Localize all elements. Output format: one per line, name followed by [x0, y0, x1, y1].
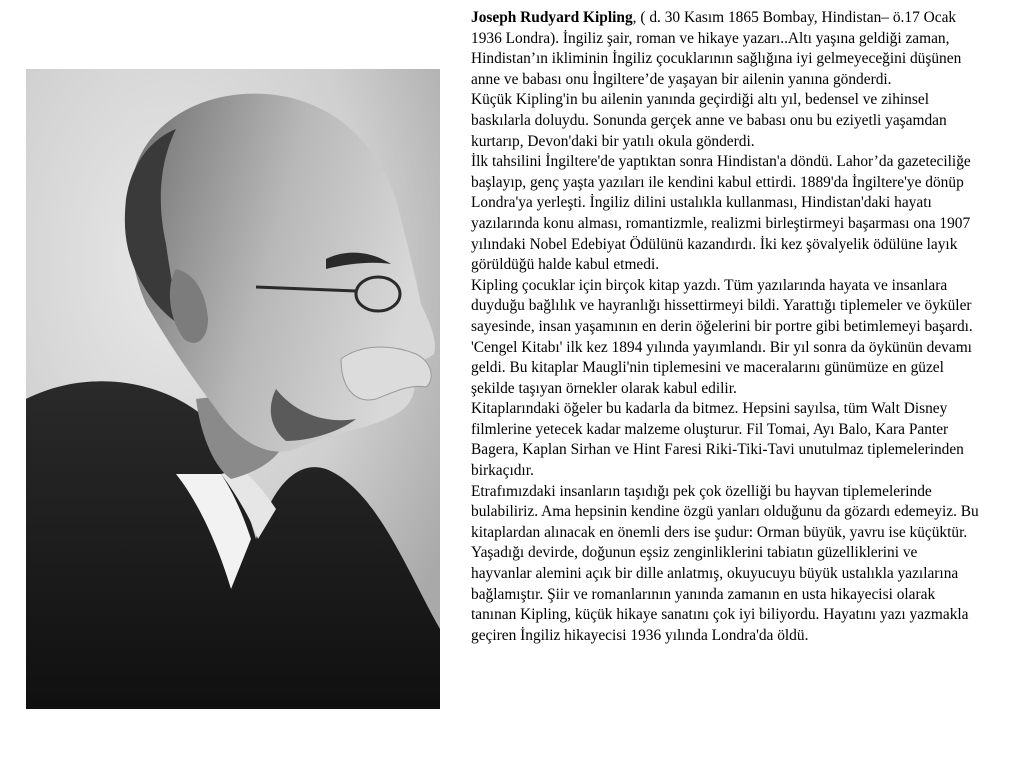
paragraph-jungle-book: 'Cengel Kitabı' ilk kez 1894 yılında yayımlandı. Bir yıl sonra da öykünün devamı geldi. Bu kitaplar Maugli'nin tiplemesini ve maceralarını günümüze en güzel şekilde taşıyan örnekler olarak kabul edilir.	[471, 338, 972, 397]
intro-paragraph	[471, 8, 979, 90]
subject-name: Joseph Rudyard Kipling	[471, 9, 633, 26]
paragraph-children-books: Kipling çocuklar için birçok kitap yazdı. Tüm yazılarında hayata ve insanlara duyduğu bağlılık ve hayranlığı hissettirmeyi bildi. Yarattığı tiplemeler ve öyküler sayesinde, insan yaşamının en derin öğelerini bir portre gibi betimlemeyi başardı.	[471, 276, 973, 335]
paragraph-lessons: Etrafımızdaki insanların taşıdığı pek çok özelliği bu hayvan tiplemelerinde bulabiliriz. Ama hepsinin kendine özgü yanları olduğunu da gözardı edemeyiz. Bu kitaplardan alınacak en önemli ders ise şudur: Orman büyük, yavru ise küçüktür.	[471, 482, 979, 541]
paragraph-career: İlk tahsilini İngiltere'de yaptıktan sonra Hindistan'a döndü. Lahor’da gazeteciliğe başlayıp, genç yaşta yazıları ile kendini kabul ettirdi. 1889'da İngiltere'ye dönüp Londra'ya yerleşti. İngiliz dilini ustalıkla kullanması, Hindistan'daki hayatı yazılarında konu alması, romantizmle, realizmi birleştirmeyi başarması ona 1907 yılındaki Nobel Edebiyat Ödülünü kazandırdı. İki kez şövalyelik ödülüne layık görüldüğü halde kabul etmedi.	[471, 153, 971, 274]
paragraph-childhood: Küçük Kipling'in bu ailenin yanında geçirdiği altı yıl, bedensel ve zihinsel baskılarla doluydu. Sonunda gerçek anne ve babası onu bu eziyetli yaşamdan kurtarıp, Devon'daki bir yatılı okula gönderdi.	[471, 91, 947, 150]
portrait-illustration	[26, 69, 440, 709]
paragraph-characters: Kitaplarındaki öğeler bu kadarla da bitmez. Hepsini sayılsa, tüm Walt Disney filmlerine yetecek kadar malzeme oluşturur. Fil Tomai, Ayı Balo, Kara Panter Bagera, Kaplan Sirhan ve Hint Faresi Riki-Tiki-Tavi unutulmaz tiplemelerinden birkaçıdır.	[471, 400, 964, 480]
intro-text: , ( d. 30 Kasım 1865 Bombay, Hindistan– ö.17 Ocak 1936 Londra). İngiliz şair, roman ve hikaye yazarı..Altı yaşına geldiği zaman, Hindistan’ın ikliminin İngiliz çocuklarının sağlığına iyi gelmeyeceğini düşünen anne ve babası onu İngiltere’de yaşayan bir ailenin yanına gönderdi.	[471, 9, 962, 88]
paragraph-legacy: Yaşadığı devirde, doğunun eşsiz zenginliklerini tabiatın güzelliklerini ve hayvanlar alemini açık bir dille anlatmış, okuyucuyu büyük ustalıkla yazılarına bağlamıştır. Şiir ve romanlarının yanında zamanın en usta hikayecisi olarak tanınan Kipling, küçük hikaye sanatını çok iyi biliyordu. Hayatını yazı yazmakla geçiren İngiliz hikayecisi 1936 yılında Londra'da öldü.	[471, 544, 969, 644]
portrait-photo	[26, 69, 440, 709]
biography-text	[471, 8, 979, 646]
